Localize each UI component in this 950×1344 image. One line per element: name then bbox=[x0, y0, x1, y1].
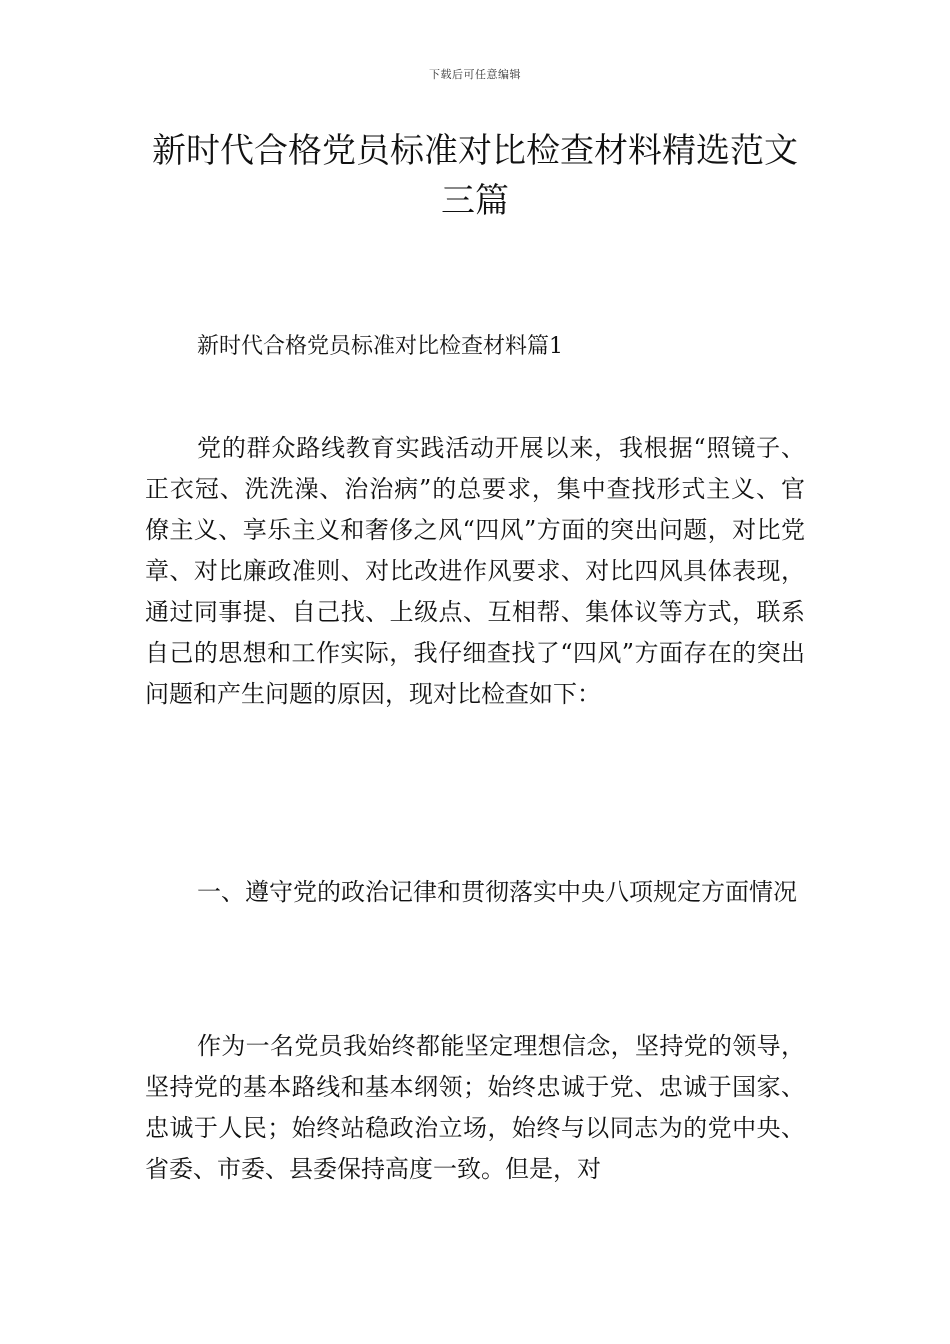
section-heading: 新时代合格党员标准对比检查材料篇1 bbox=[197, 334, 563, 359]
paragraph-body: 作为一名党员我始终都能坚定理想信念，坚持党的领导，坚持党的基本路线和基本纲领；始终忠诚于党、忠诚于国家、忠诚于人民；始终站稳政治立场，始终与以同志为的党中央、省委、市委、县委保持高度一致。但是，对 bbox=[145, 1032, 805, 1183]
document-title: 新时代合格党员标准对比检查材料精选范文三篇 bbox=[152, 131, 798, 221]
paragraph-subheading: 一、遵守党的政治记律和贯彻落实中央八项规定方面情况 bbox=[197, 878, 797, 906]
paragraph-intro: 党的群众路线教育实践活动开展以来，我根据“照镜子、正衣冠、洗洗澡、治治病”的总要求，集中查找形式主义、官僚主义、享乐主义和奢侈之风“四风”方面的突出问题，对比党章、对比廉政准则、对比改进作风要求、对比四风具体表现，通过同事提、自己找、上级点、互相帮、集体议等方式，联系自己的思想和工作实际，我仔细查找了“四风”方面存在的突出问题和产生问题的原因，现对比检查如下： bbox=[145, 434, 805, 708]
header-note: 下载后可任意编辑 bbox=[429, 68, 521, 81]
